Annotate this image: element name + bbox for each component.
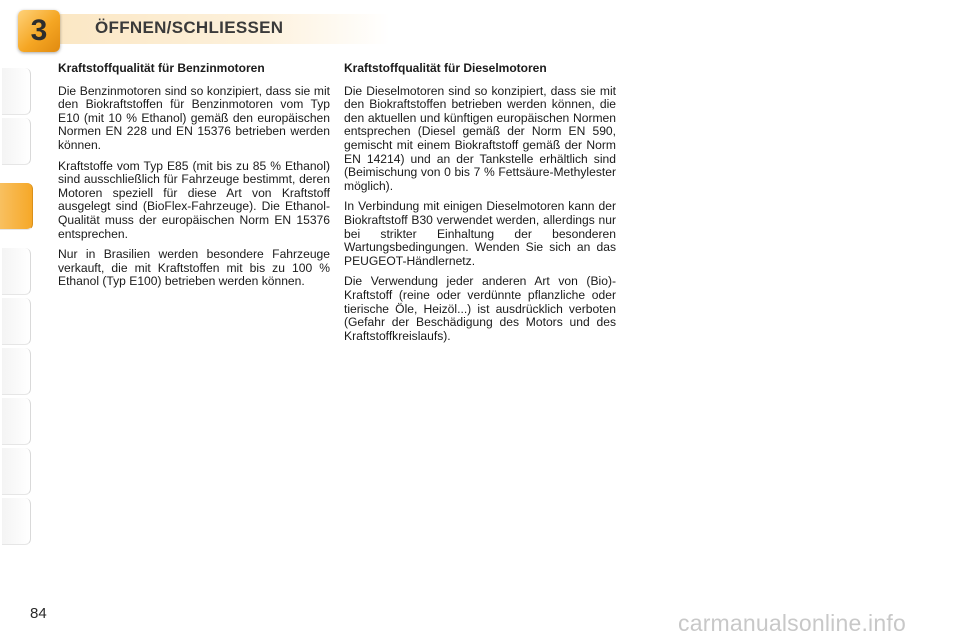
diesel-fuel-section: [344, 62, 616, 350]
chapter-tab-2[interactable]: [2, 118, 31, 165]
petrol-paragraph-3: Nur in Brasilien werden besondere Fahrzeuge verkauft, die mit Kraftstoffen mit bis zu 100 % Ethanol (Typ E100) betrieben werden können.: [58, 247, 330, 289]
page-number: 84: [30, 605, 47, 622]
petrol-paragraph-1: Die Benzinmotoren sind so konzipiert, dass sie mit den Biokraftstoffen für Benzinmotoren vom Typ E10 (mit 10 % Ethanol) gemäß den europäischen Normen EN 228 und EN 15376 betrieben werden können.: [58, 83, 330, 152]
diesel-paragraph-2: In Verbindung mit einigen Dieselmotoren kann der Biokraftstoff B30 verwendet werden, allerdings nur bei strikter Einhaltung der besonderen Wartungsbedingungen. Wenden Sie sich an das PEUGEOT-Händlernetz.: [344, 199, 616, 268]
chapter-tabs: [0, 68, 32, 576]
chapter-badge: [18, 10, 60, 52]
petrol-fuel-section: [58, 62, 330, 296]
chapter-tab-9[interactable]: [2, 498, 31, 545]
chapter-tab-6[interactable]: [2, 348, 31, 395]
diesel-section-heading: Kraftstoffqualität für Dieselmotoren: [344, 61, 547, 75]
chapter-header: [0, 0, 960, 58]
chapter-tab-8[interactable]: [2, 448, 31, 495]
chapter-tab-5[interactable]: [2, 298, 31, 345]
chapter-number: 3: [30, 14, 48, 47]
chapter-tab-7[interactable]: [2, 398, 31, 445]
chapter-tab-4[interactable]: [2, 248, 31, 295]
petrol-section-heading: Kraftstoffqualität für Benzinmotoren: [58, 61, 265, 75]
chapter-tab-3-active[interactable]: [0, 183, 33, 230]
chapter-tab-1[interactable]: [2, 68, 31, 115]
watermark: carmanualsonline.info: [678, 610, 906, 636]
diesel-paragraph-3: Die Verwendung jeder anderen Art von (Bio)-Kraftstoff (reine oder verdünnte pflanzliche oder tierische Öle, Heizöl...) ist ausdrücklich verboten (Gefahr der Beschädigung des Motors und des Kraftstoffkreislaufs).: [344, 274, 616, 343]
petrol-paragraph-2: Kraftstoffe vom Typ E85 (mit bis zu 85 % Ethanol) sind ausschließlich für Fahrzeuge bestimmt, deren Motoren speziell für diese Art von Kraftstoff ausgelegt sind (BioFlex-Fahrzeuge). Die Ethanol-Qualität muss der europäischen Norm EN 15376 entsprechen.: [58, 158, 330, 241]
page-title: ÖFFNEN/SCHLIESSEN: [95, 18, 284, 37]
diesel-paragraph-1: Die Dieselmotoren sind so konzipiert, dass sie mit den Biokraftstoffen betrieben werden können, die den aktuellen und künftigen europäischen Normen entsprechen (Diesel gemäß der Norm EN 590, gemischt mit einem Biokraftstoff gemäß der Norm EN 14214) und an der Tankstelle erhältlich sind (Beimischung von 0 bis 7 % Fettsäure-Methylester möglich).: [344, 83, 616, 193]
